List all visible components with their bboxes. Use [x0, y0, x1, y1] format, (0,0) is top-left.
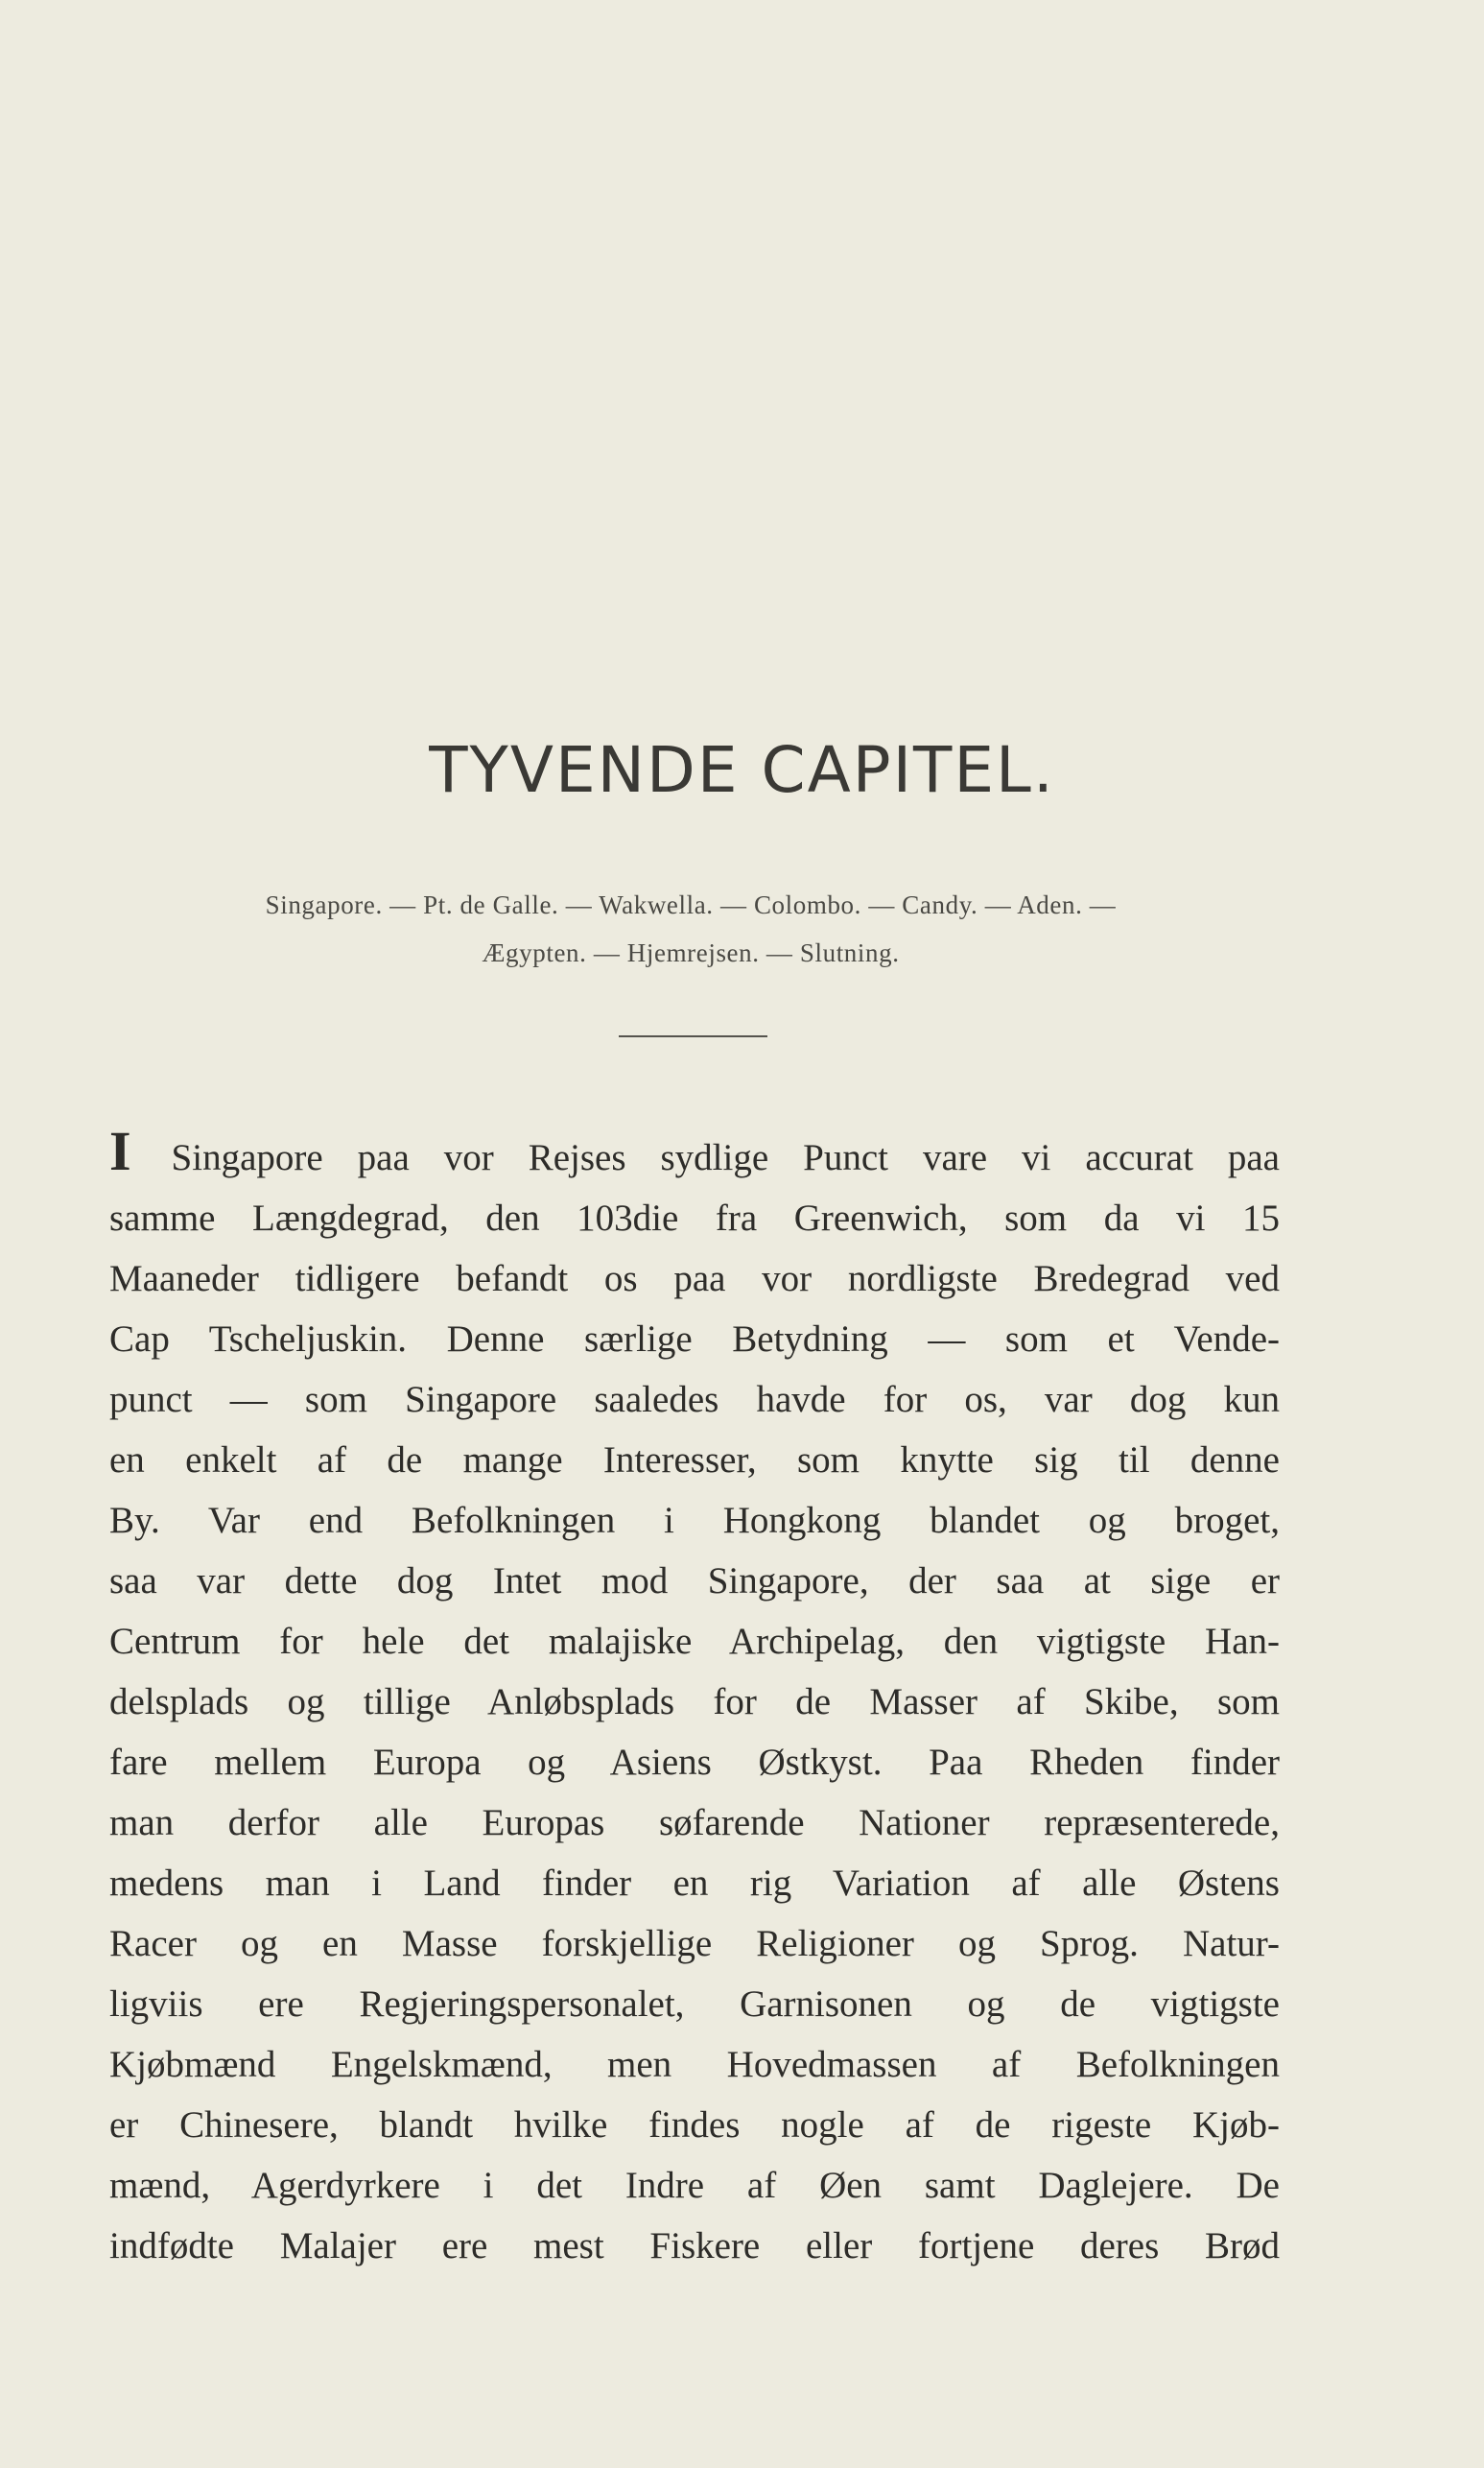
text-line: man derfor alle Europas søfarende Nationer repræsenterede,	[109, 1802, 1280, 1843]
chapter-title: TYVENDE CAPITEL.	[429, 733, 1055, 807]
text-line: Maaneder tidligere befandt os paa vor nordligste Bredegrad ved	[109, 1258, 1280, 1299]
text-line: Centrum for hele det malajiske Archipelag, den vigtigste Han-	[109, 1621, 1280, 1662]
summary-line: Singapore. — Pt. de Galle. — Wakwella. — Colombo. — Candy. — Aden. —	[265, 890, 1117, 919]
text-line: By. Var end Befolkningen i Hongkong blandet og broget,	[109, 1500, 1280, 1541]
text-line: en enkelt af de mange Interesser, som knytte sig til denne	[109, 1439, 1280, 1481]
text-line-rest: Singapore paa vor Rejses sydlige Punct vare vi accurat paa	[136, 1137, 1280, 1178]
text-line: medens man i Land finder en rig Variation af alle Østens	[109, 1863, 1280, 1904]
text-line: punct — som Singapore saaledes havde for os, var dog kun	[109, 1379, 1280, 1420]
text-line: delsplads og tillige Anløbsplads for de Masser af Skibe, som	[109, 1681, 1280, 1722]
text-line: Racer og en Masse forskjellige Religioner og Sprog. Natur-	[109, 1923, 1280, 1964]
text-line: indfødte Malajer ere mest Fiskere eller fortjene deres Brød	[109, 2225, 1280, 2266]
text-line: samme Længdegrad, den 103die fra Greenwich, som da vi 15	[109, 1198, 1280, 1239]
section-divider	[619, 1035, 767, 1037]
text-line: Kjøbmænd Engelskmænd, men Hovedmassen af Befolkningen	[109, 2044, 1280, 2085]
text-line: ligviis ere Regjeringspersonalet, Garnisonen og de vigtigste	[109, 1983, 1280, 2025]
text-line: mænd, Agerdyrkere i det Indre af Øen samt Daglejere. De	[109, 2165, 1280, 2206]
text-line: saa var dette dog Intet mod Singapore, der saa at sige er	[109, 1560, 1280, 1602]
initial-letter: I	[109, 1120, 131, 1182]
body-paragraph	[109, 1120, 1280, 2276]
text-line: er Chinesere, blandt hvilke findes nogle af de rigeste Kjøb-	[109, 2104, 1280, 2146]
chapter-summary	[106, 881, 1276, 977]
text-line	[109, 1120, 1280, 1188]
text-line: fare mellem Europa og Asiens Østkyst. Paa Rheden finder	[109, 1742, 1280, 1783]
text-line: Cap Tscheljuskin. Denne særlige Betydning — som et Vende-	[109, 1318, 1280, 1360]
summary-line: Ægypten. — Hjemrejsen. — Slutning.	[482, 938, 900, 967]
